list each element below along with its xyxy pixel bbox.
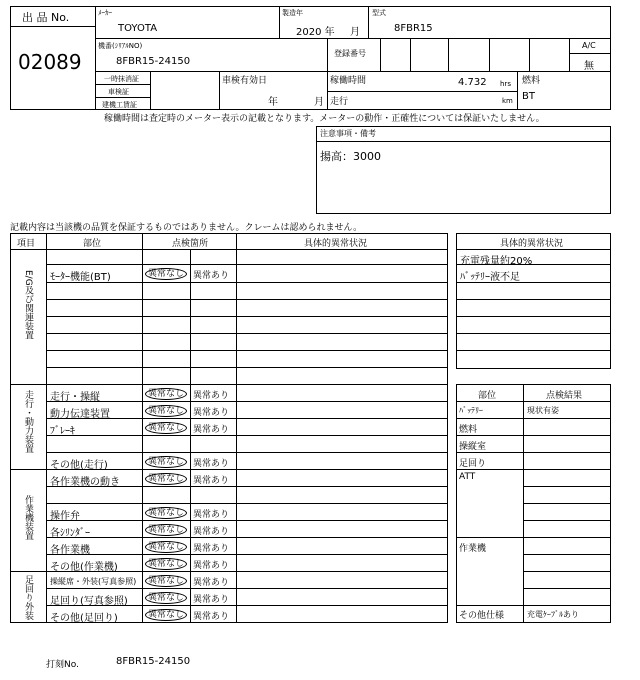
maker-label: ﾒｰｶｰ (98, 9, 112, 17)
row-brake: ﾌﾞﾚｰｷ (50, 426, 75, 437)
row-drive-other: その他(走行) (50, 460, 108, 471)
section-work: 作業機装置 (23, 495, 33, 540)
permit-3: 建機工賃証 (102, 101, 137, 109)
ng-label: 異常あり (193, 527, 230, 537)
ok-mark: 異常なし (145, 405, 187, 417)
ng-label: 異常あり (193, 544, 230, 554)
fuel-value: BT (522, 91, 535, 102)
permit-2: 車検証 (108, 88, 129, 96)
ok-mark: 異常なし (145, 524, 187, 536)
ok-mark: 異常なし (145, 558, 187, 570)
ng-label: 異常あり (193, 459, 230, 469)
result-col-result: 点検結果 (546, 391, 583, 401)
ng-label: 異常あり (193, 612, 230, 622)
ok-mark: 異常なし (145, 609, 187, 621)
ok-mark: 異常なし (145, 507, 187, 519)
section-eg: E/G及び関連装置 (23, 270, 33, 340)
run-label: 走行 (330, 97, 349, 107)
row-under-other: その他(足回り) (50, 613, 118, 624)
col-detail: 具体的異常状況 (304, 239, 368, 249)
footer-label: 打刻No. (46, 660, 79, 670)
year-value: 2020 年 (296, 27, 335, 38)
run-unit: km (502, 97, 513, 105)
year-label: 製造年 (282, 9, 303, 17)
ng-label: 異常あり (193, 271, 230, 281)
row-work-other: その他(作業機) (50, 562, 118, 573)
ok-mark: 異常なし (145, 268, 187, 280)
result-col-part: 部位 (478, 391, 497, 401)
notes-box (316, 126, 611, 214)
row-work-each: 各作業機 (50, 545, 90, 556)
ok-mark: 異常なし (145, 388, 187, 400)
ng-label: 異常あり (193, 510, 230, 520)
detail-line-2: ﾊﾞｯﾃﾘｰ液不足 (460, 272, 520, 283)
row-work-motion: 各作業機の動き (50, 477, 120, 488)
fuel-label: 燃料 (522, 76, 541, 86)
ok-mark: 異常なし (145, 422, 187, 434)
result-part-other: その他仕様 (459, 611, 505, 621)
ng-label: 異常あり (193, 425, 230, 435)
notes-content: 揚高：3000 (320, 150, 381, 163)
ok-mark: 異常なし (145, 473, 187, 485)
model-value: 8FBR15 (394, 23, 433, 34)
col-item: 項目 (17, 239, 36, 249)
ng-label: 異常あり (193, 578, 230, 588)
row-under: 足回り(写真参照) (50, 596, 128, 607)
hours-value: 4.732 (458, 77, 487, 88)
permit-1: 一時抹消証 (104, 75, 139, 83)
ok-mark: 異常なし (145, 592, 187, 604)
inspection-month: 月 (314, 97, 324, 108)
ng-label: 異常あり (193, 408, 230, 418)
section-drive: 走行・動力装置 (23, 390, 33, 453)
row-motor: ﾓｰﾀｰ機能(BT) (50, 272, 111, 283)
ng-label: 異常あり (193, 561, 230, 571)
ok-mark: 異常なし (145, 541, 187, 553)
serial-label: 機番(ｼﾘｱﾙNO) (98, 42, 143, 50)
reg-label: 登録番号 (334, 49, 366, 58)
inspection-year: 年 (268, 97, 278, 108)
hours-unit: hrs (500, 80, 511, 88)
model-label: 型式 (372, 9, 386, 17)
ac-value: 無 (584, 61, 594, 72)
result-part-fuel: 燃料 (459, 425, 478, 435)
month-value: 月 (350, 27, 360, 38)
result-value-battery: 現状有姿 (527, 406, 559, 415)
hours-label: 稼働時間 (330, 76, 367, 86)
ok-mark: 異常なし (145, 456, 187, 468)
result-part-att: ATT (459, 472, 476, 482)
disclaimer: 記載内容は当該機の品質を保証するものではありません。クレームは認められません。 (10, 223, 363, 233)
result-part-work: 作業機 (459, 544, 487, 554)
row-valve: 操作弁 (50, 511, 80, 522)
notes-title: 注意事項・備考 (320, 129, 376, 138)
serial-value: 8FBR15-24150 (116, 56, 191, 67)
ac-label: A/C (582, 41, 596, 50)
row-power: 動力伝達装置 (50, 409, 110, 420)
row-cylinder: 各ｼﾘﾝﾀﾞｰ (50, 528, 90, 539)
footer-value: 8FBR15-24150 (116, 656, 191, 667)
lot-number: 02089 (18, 50, 82, 74)
maker-value: TOYOTA (118, 23, 158, 34)
col-check: 点検箇所 (172, 239, 209, 249)
ng-label: 異常あり (193, 391, 230, 401)
col-part: 部位 (83, 239, 102, 249)
result-part-under: 足回り (459, 459, 487, 469)
inspection-label: 車検有効日 (222, 76, 268, 86)
lot-label: 出 品 No. (22, 11, 70, 24)
result-value-other: 充電ｹｰﾌﾞﾙあり (527, 610, 579, 619)
row-cabin: 操縦席・外装(写真参照) (50, 577, 137, 586)
row-steer: 走行・操縦 (50, 392, 100, 403)
result-part-battery: ﾊﾞｯﾃﾘｰ (459, 406, 483, 415)
detail-line-1: 充電残量約20% (460, 256, 533, 267)
ng-label: 異常あり (193, 595, 230, 605)
ok-mark: 異常なし (145, 575, 187, 587)
section-under: 足回り外装 (23, 575, 33, 620)
result-part-cabin: 操縦室 (459, 442, 487, 452)
hours-note: 稼働時間は査定時のメーター表示の記載となります。メーターの動作・正確性については保証いたしません。 (104, 114, 545, 124)
ng-label: 異常あり (193, 476, 230, 486)
right-detail-title: 具体的異常状況 (500, 239, 564, 249)
